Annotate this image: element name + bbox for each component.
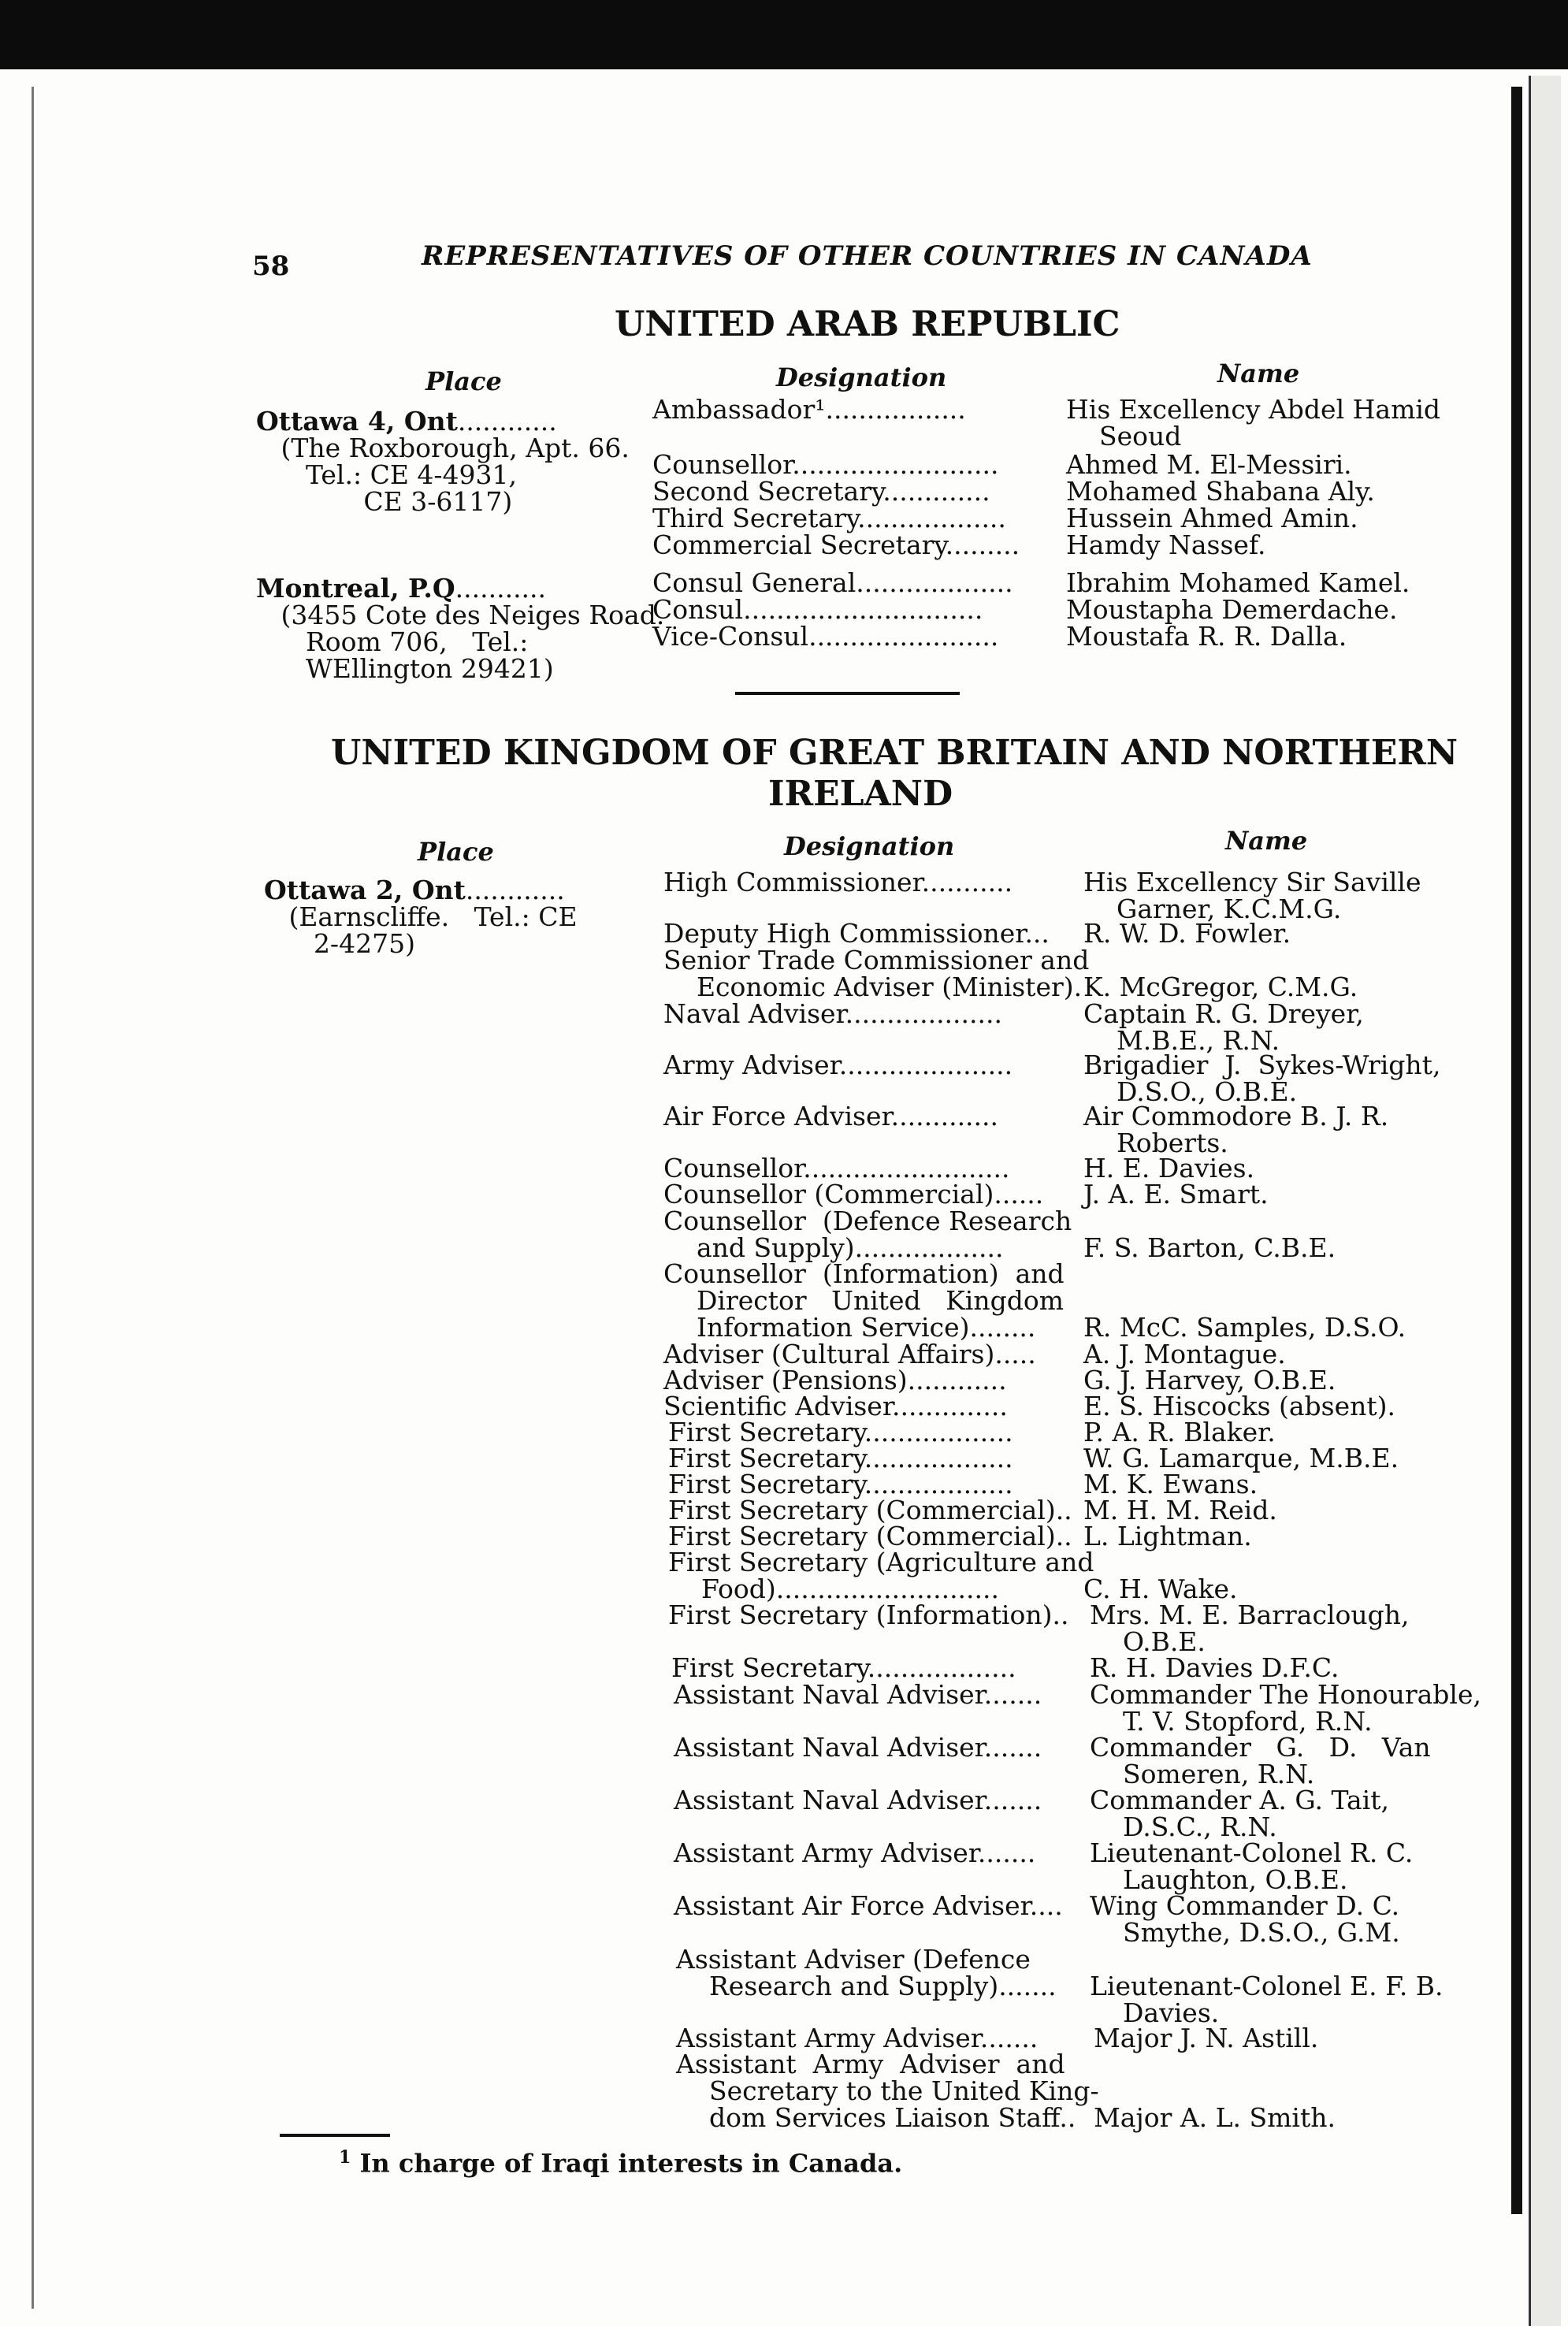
designation: First Secretary.................. — [668, 1469, 1013, 1499]
section-title-uk-line2: IRELAND — [768, 774, 953, 814]
name: Major A. L. Smith. — [1094, 2102, 1336, 2133]
designation: Counsellor......................... — [652, 449, 999, 480]
col-head-designation: Designation — [776, 362, 947, 392]
col-head-name: Name — [1217, 359, 1300, 388]
scan-left-edge — [32, 87, 34, 2309]
name: Moustafa R. R. Dalla. — [1066, 621, 1347, 652]
designation: Commercial Secretary......... — [652, 529, 1020, 560]
designation: Assistant Army Adviser....... — [674, 1837, 1036, 1868]
designation: Army Adviser..................... — [663, 1050, 1013, 1080]
name: Wing Commander D. C. Smythe, D.S.O., G.M. — [1090, 1890, 1400, 1948]
place-montreal: Montreal, P.Q........... (3455 Cote des Neiges Road. Room 706, Tel.: WEllington 29421) — [256, 573, 665, 684]
designation: Adviser (Pensions)............ — [663, 1365, 1007, 1395]
name: Captain R. G. Dreyer, M.B.E., R.N. — [1083, 998, 1364, 1056]
designation: Second Secretary............. — [652, 476, 990, 507]
designation: First Secretary (Agriculture and Food)........................... — [668, 1547, 1094, 1604]
designation: Naval Adviser................... — [663, 998, 1002, 1029]
col-head-place: Place — [418, 837, 494, 867]
designation: First Secretary.................. — [668, 1443, 1013, 1473]
designation: Assistant Adviser (Defence Research and Supply)....... — [676, 1944, 1057, 2001]
name: K. McGregor, C.M.G. — [1083, 972, 1358, 1002]
designation: Consul............................. — [652, 594, 983, 625]
designation: First Secretary (Commercial).. — [668, 1521, 1072, 1551]
name: Hussein Ahmed Amin. — [1066, 503, 1358, 533]
section-divider — [735, 692, 960, 695]
name: J. A. E. Smart. — [1083, 1179, 1269, 1209]
designation: Deputy High Commissioner... — [663, 918, 1050, 949]
name: Lieutenant-Colonel E. F. B. Davies. — [1090, 1971, 1444, 2028]
name: His Excellency Abdel Hamid Seoud — [1066, 394, 1441, 451]
name: Commander G. D. Van Someren, R.N. — [1090, 1732, 1431, 1789]
running-title: REPRESENTATIVES OF OTHER COUNTRIES IN CANADA — [422, 240, 1313, 272]
designation: Senior Trade Commissioner and Economic Adviser (Minister). — [663, 945, 1090, 1002]
name: Moustapha Demerdache. — [1066, 594, 1398, 625]
name: P. A. R. Blaker. — [1083, 1417, 1276, 1447]
name: Commander A. G. Tait, D.S.C., R.N. — [1090, 1785, 1389, 1842]
name: E. S. Hiscocks (absent). — [1083, 1391, 1396, 1421]
page-number: 58 — [252, 251, 290, 282]
scan-top-shadow — [0, 0, 1568, 69]
designation: First Secretary.................. — [668, 1417, 1013, 1447]
designation: Assistant Naval Adviser....... — [674, 1679, 1042, 1710]
name: Air Commodore B. J. R. Roberts. — [1083, 1101, 1389, 1158]
name: His Excellency Sir Saville Garner, K.C.M.G. — [1083, 867, 1421, 924]
name: H. E. Davies. — [1083, 1153, 1255, 1183]
col-head-place: Place — [425, 366, 502, 396]
name: A. J. Montague. — [1083, 1339, 1286, 1369]
name: L. Lightman. — [1083, 1521, 1252, 1551]
name: R. H. Davies D.F.C. — [1090, 1652, 1339, 1683]
designation: Assistant Naval Adviser....... — [674, 1732, 1042, 1763]
col-head-designation: Designation — [784, 831, 955, 861]
designation: Scientific Adviser.............. — [663, 1391, 1008, 1421]
designation: Adviser (Cultural Affairs)..... — [663, 1339, 1036, 1369]
name: R. McC. Samples, D.S.O. — [1083, 1312, 1406, 1343]
name: Mohamed Shabana Aly. — [1066, 476, 1375, 507]
section-title-uk: UNITED KINGDOM OF GREAT BRITAIN AND NORTHERN — [331, 733, 1458, 773]
name: F. S. Barton, C.B.E. — [1083, 1232, 1336, 1263]
name: M. K. Ewans. — [1083, 1469, 1258, 1499]
name: C. H. Wake. — [1083, 1574, 1238, 1604]
designation: Third Secretary.................. — [652, 503, 1006, 533]
name: Hamdy Nassef. — [1066, 529, 1266, 560]
footnote-marker: 1 — [339, 2147, 351, 2168]
footnote-text: In charge of Iraqi interests in Canada. — [351, 2148, 903, 2179]
footnote — [339, 2147, 902, 2179]
designation: Assistant Naval Adviser....... — [674, 1785, 1042, 1815]
designation: Vice-Consul....................... — [652, 621, 999, 652]
name: M. H. M. Reid. — [1083, 1495, 1277, 1525]
designation: Counsellor (Defence Research and Supply).................. — [663, 1206, 1072, 1263]
designation: Counsellor (Commercial)...... — [663, 1179, 1044, 1209]
name: Brigadier J. Sykes-Wright, D.S.O., O.B.E. — [1083, 1050, 1441, 1107]
designation: High Commissioner........... — [663, 867, 1013, 897]
place-ottawa-uk: Ottawa 2, Ont............ (Earnscliffe. Tel.: CE 2-4275) — [264, 875, 578, 959]
place-ottawa: Ottawa 4, Ont............ (The Roxborough, Apt. 66. Tel.: CE 4-4931, CE 3-6117) — [256, 406, 630, 517]
scan-binding-bar — [1511, 87, 1522, 2214]
designation: First Secretary (Commercial).. — [668, 1495, 1072, 1525]
name: R. W. D. Fowler. — [1083, 918, 1291, 949]
section-title-uar: UNITED ARAB REPUBLIC — [615, 304, 1120, 344]
designation: Assistant Army Adviser....... — [676, 2023, 1039, 2053]
name: Commander The Honourable, T. V. Stopford, R.N. — [1090, 1679, 1481, 1737]
footnote-rule — [280, 2134, 390, 2137]
designation: Consul General................... — [652, 567, 1013, 598]
designation: Assistant Army Adviser and Secretary to the United King- dom Services Liaison Staff.. — [676, 2049, 1099, 2133]
scan-right-edge — [1529, 76, 1561, 2326]
designation: Counsellor (Information) and Director United Kingdom Information Service)........ — [663, 1258, 1065, 1343]
designation: Ambassador¹................. — [652, 394, 966, 425]
col-head-name: Name — [1225, 826, 1308, 856]
name: Ibrahim Mohamed Kamel. — [1066, 567, 1410, 598]
name: G. J. Harvey, O.B.E. — [1083, 1365, 1336, 1395]
designation: First Secretary.................. — [671, 1652, 1016, 1683]
designation: Air Force Adviser............. — [663, 1101, 999, 1131]
designation: Assistant Air Force Adviser.... — [674, 1890, 1063, 1921]
designation: First Secretary (Information).. — [668, 1600, 1069, 1630]
name: Ahmed M. El-Messiri. — [1066, 449, 1352, 480]
name: W. G. Lamarque, M.B.E. — [1083, 1443, 1399, 1473]
name: Lieutenant-Colonel R. C. Laughton, O.B.E. — [1090, 1837, 1414, 1895]
designation: Counsellor......................... — [663, 1153, 1010, 1183]
name: Major J. N. Astill. — [1094, 2023, 1319, 2053]
name: Mrs. M. E. Barraclough, O.B.E. — [1090, 1600, 1410, 1657]
